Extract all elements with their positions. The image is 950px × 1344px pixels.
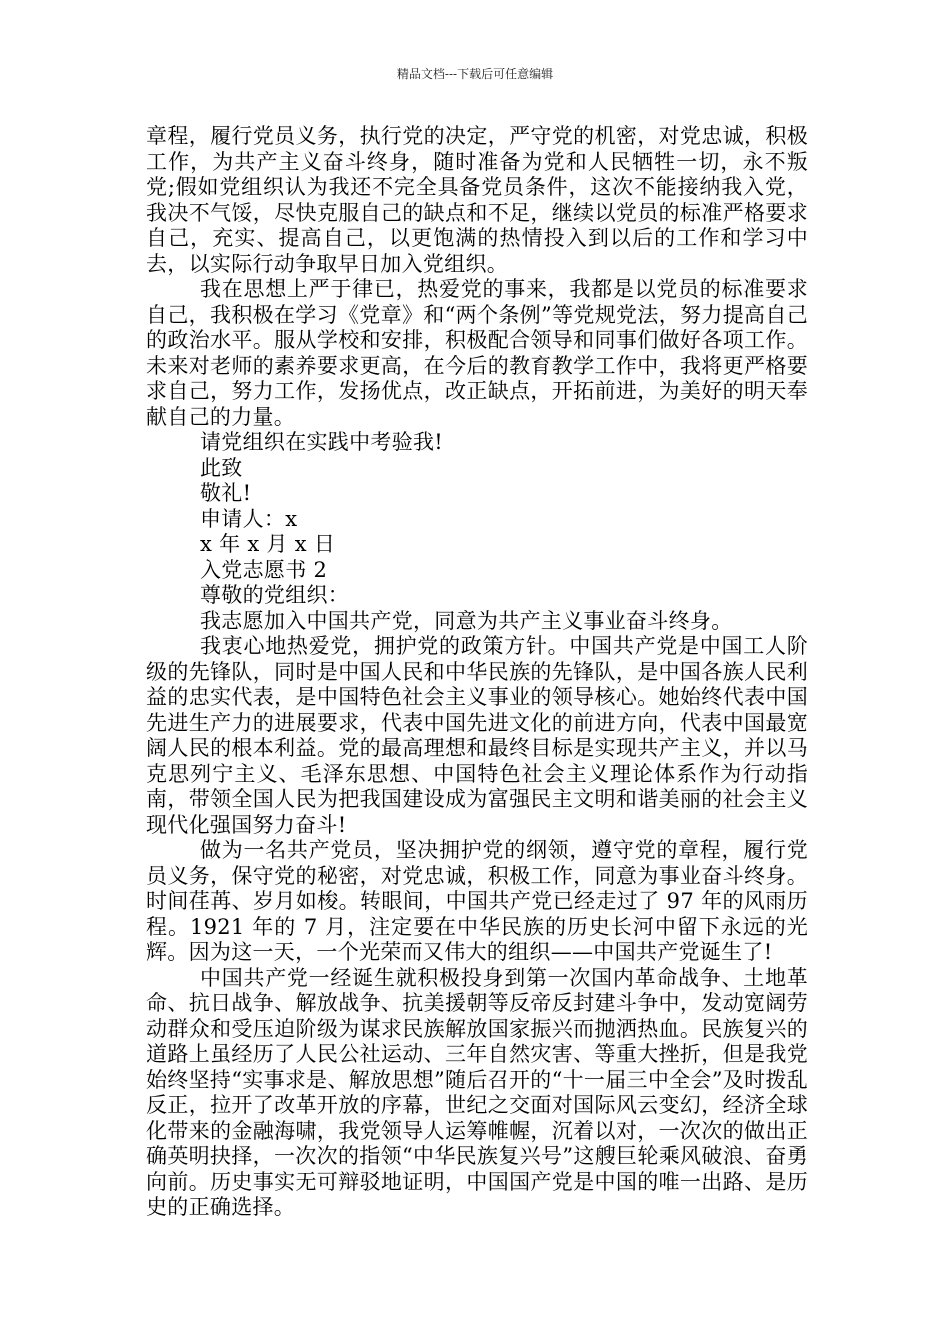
salutation-jingli: 敬礼! [200,481,252,505]
paragraph-5: 中国共产党一经诞生就积极投身到第一次国内革命战争、土地革命、抗日战争、解放战争、抗美援朝等反帝反封建斗争中，发动宽阔劳动群众和受压迫阶级为谋求民族解放国家振兴而抛洒热血。民族复兴的道路上虽经历了人民公社运动、三年自然灾害、等重大挫折，但是我党始终坚持“实事求是、解放思想”随后召开的“十一届三中全会”及时拨乱反正，拉开了改革开放的序幕，世纪之交面对国际风云变幻，经济全球化带来的金融海啸，我党领导人运筹帷幄，沉着以对，一次次的做出正确英明抉择，一次次的指领“中华民族复兴号”这艘巨轮乘风破浪、奋勇向前。历史事实无可辩驳地证明，中国国产党是中国的唯一出路、是历史的正确选择。 [146,965,808,1219]
statement-line: 我志愿加入中国共产党，同意为共产主义事业奋斗终身。 [200,608,733,633]
paragraph-2: 我在思想上严于律已，热爱党的事来，我都是以党员的标准要求自己，我积极在学习《党章》和“两个条例”等党规党法，努力提高自己的政治水平。服从学校和安排，积极配合领导和同事们做好各项工作。未来对老师的素养要求更高，在今后的教育教学工作中，我将更严格要求自己，努力工作，发扬优点，改正缺点，开拓前进，为美好的明天奉献自己的力量。 [146,277,808,429]
greeting-line: 尊敬的党组织： [200,583,350,607]
date-line: x 年 x 月 x 日 [200,532,336,556]
applicant-line: 申请人：x [200,506,298,531]
paragraph-3: 我衷心地热爱党，拥护党的政策方针。中国共产党是中国工人阶级的先锋队，同时是中国人民和中华民族的先锋队，是中国各族人民利益的忠实代表，是中国特色社会主义事业的领导核心。她始终代表中国先进生产力的进展要求，代表中国先进文化的前进方向，代表中国最宽阔人民的根本利益。党的最高理想和最终目标是实现共产主义，并以马克思列宁主义、毛泽东思想、中国特色社会主义理论体系作为行动指南，带领全国人民为把我国建设成为富强民主文明和谐美丽的社会主义现代化强国努力奋斗! [146,634,808,837]
document-body [146,124,808,1221]
salutation-cizhi: 此致 [200,455,243,480]
request-line: 请党组织在实践中考验我! [200,430,444,454]
page-header: 精品文档---下载后可任意编辑 [396,67,554,81]
paragraph-1: 章程，履行党员义务，执行党的决定，严守党的机密，对党忠诚，积极工作，为共产主义奋斗终身，随时准备为党和人民牺牲一切，永不叛党;假如党组织认为我还不完全具备党员条件，这次不能接纳我入党，我决不气馁，尽快克服自己的缺点和不足，继续以党员的标准严格要求自己，充实、提高自己，以更饱满的热情投入到以后的工作和学习中去，以实际行动争取早日加入党组织。 [146,124,808,276]
section-title: 入党志愿书 2 [200,557,328,582]
paragraph-4: 做为一名共产党员，坚决拥护党的纲领，遵守党的章程，履行党员义务，保守党的秘密，对党忠诚，积极工作，同意为事业奋斗终身。时间荏苒、岁月如梭。转眼间，中国共产党已经走过了 97 年的风雨历程。1921 年的 7 月，注定要在中华民族的历史长河中留下永远的光辉。因为这一天，一个光荣而又伟大的组织——中国共产党诞生了! [146,838,808,964]
